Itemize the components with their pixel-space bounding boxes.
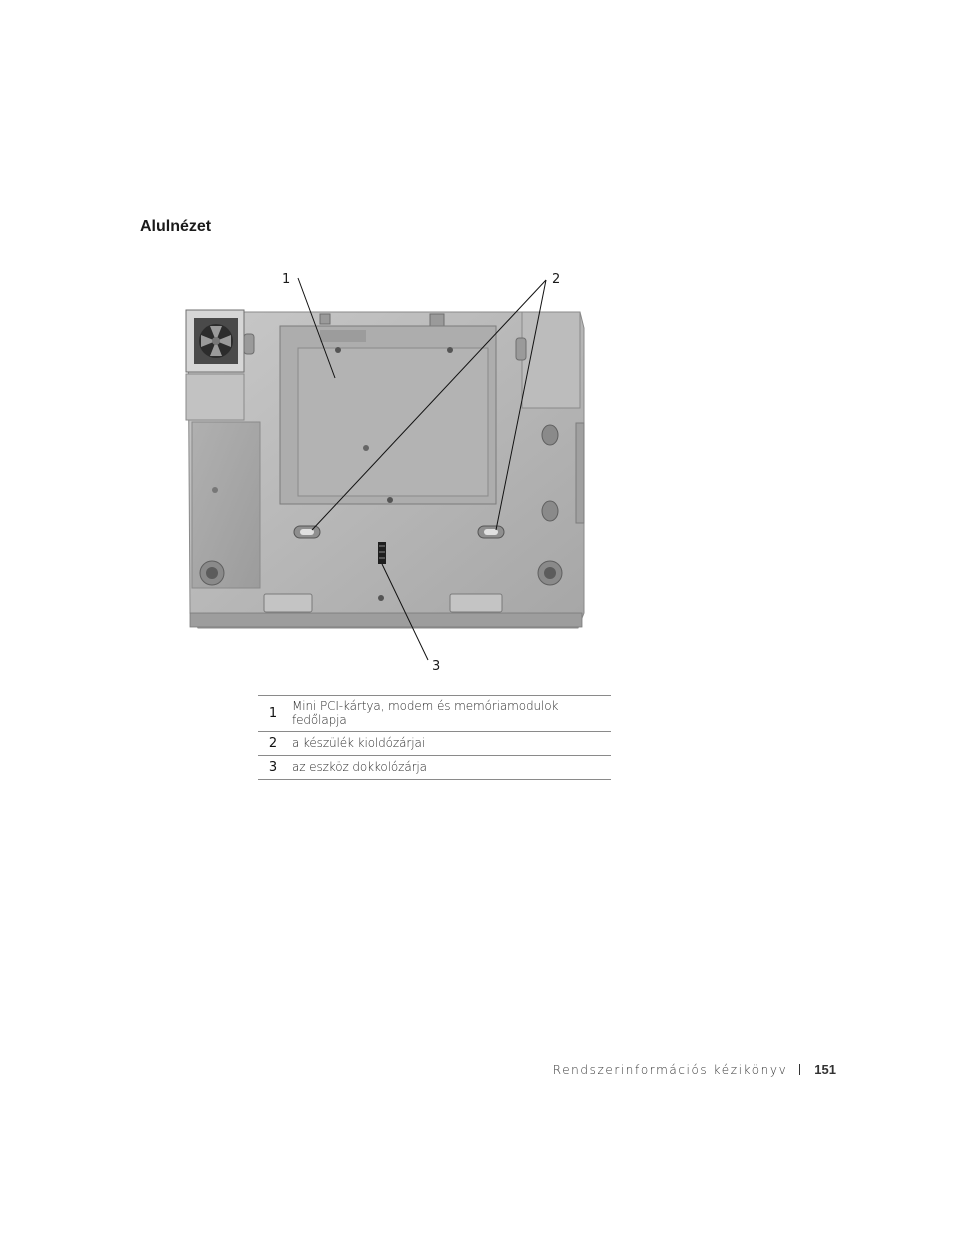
callout-label-1: 1 — [282, 272, 291, 287]
docking-latch — [378, 542, 386, 564]
legend-number: 1 — [258, 696, 288, 732]
table-row — [258, 732, 611, 756]
device-release-latch — [478, 526, 504, 538]
callout-label-3: 3 — [432, 659, 441, 674]
legend-description: a készülék kioldózárjai — [288, 732, 611, 756]
legend-table — [258, 695, 611, 780]
book-title: Rendszerinformációs kézikönyv — [552, 1062, 788, 1077]
device-release-latch — [294, 526, 320, 538]
table-row — [258, 696, 611, 732]
rubber-foot-icon — [538, 561, 562, 585]
legend-number: 3 — [258, 756, 288, 780]
callout-label-2: 2 — [552, 272, 561, 287]
fan-vent-icon — [186, 310, 244, 372]
page-footer — [553, 1062, 836, 1077]
page-number: 151 — [814, 1062, 836, 1077]
section-title: Alulnézet — [140, 218, 212, 235]
footer-divider — [799, 1064, 800, 1075]
legend-number: 2 — [258, 732, 288, 756]
device-bottom-view-figure — [180, 268, 600, 678]
legend-description: az eszköz dokkolózárja — [288, 756, 611, 780]
device-bottom-illustration — [180, 268, 600, 678]
mini-pci-cover-panel — [280, 326, 496, 504]
table-row — [258, 756, 611, 780]
legend-description: Mini PCI-kártya, modem és memóriamodulok fedőlapja — [288, 696, 611, 732]
rubber-foot-icon — [200, 561, 224, 585]
